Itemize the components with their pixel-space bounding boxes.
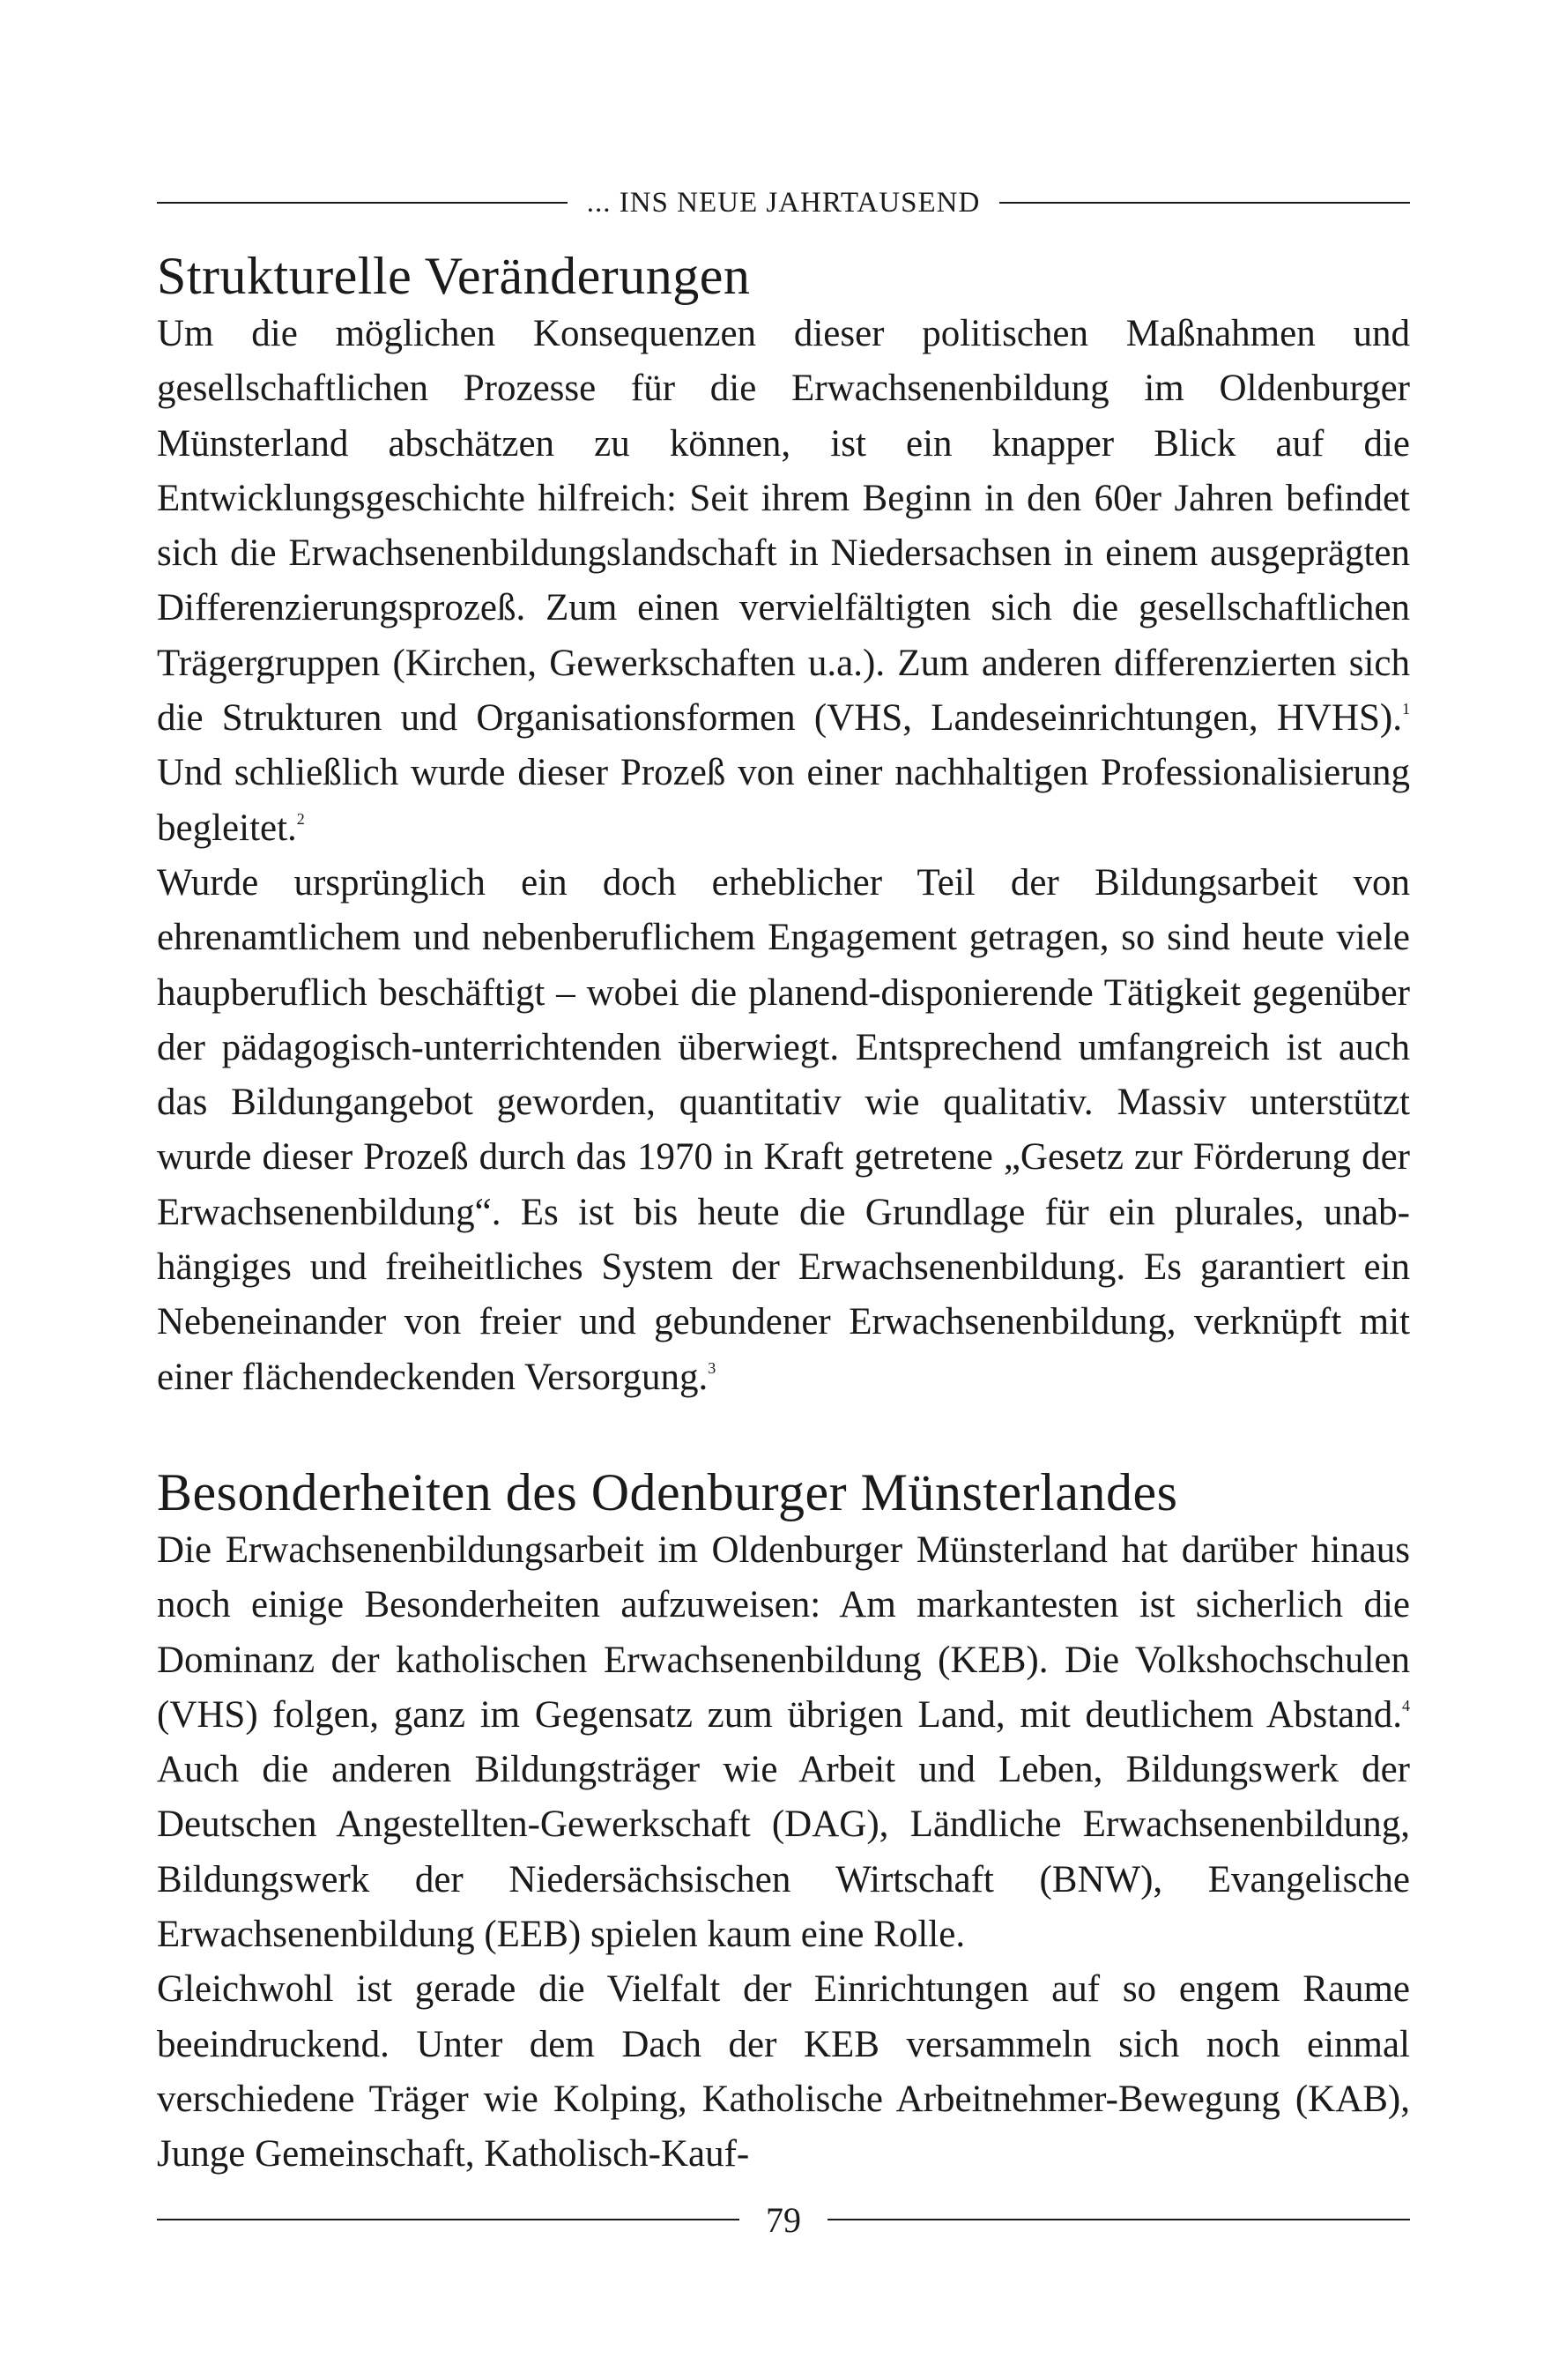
footer-rule-left xyxy=(157,2219,739,2220)
paragraph xyxy=(157,307,1410,856)
section-heading-besonderheiten: Besonderheiten des Odenburger Münsterlandes xyxy=(157,1462,1178,1521)
paragraph xyxy=(157,1962,1410,2182)
paragraph xyxy=(157,1523,1410,1962)
footer-rule-right xyxy=(827,2219,1410,2220)
running-header-title: ... INS NEUE JAHRTAUSEND xyxy=(586,186,981,219)
footnote-marker: 4 xyxy=(1402,1696,1410,1714)
paragraph-text: Die Erwachsenenbildungsarbeit im Oldenburger Münsterland hat darüber hinaus noch einige Besonderheiten aufzuweisen: Am markantesten ist sicherlich die Dominanz der katholischen Erwachsenenbildung (KEB). Die Volkshochschulen (VHS) folgen, ganz im Gegensatz zum übrigen Land, mit deutlichem Abstand. xyxy=(157,1528,1410,1736)
paragraph-text: Um die möglichen Konsequenzen dieser politischen Maßnahmen und gesellschaftlichen Prozesse für die Erwachsenenbildung im Oldenburger Münsterland abschätzen zu können, ist ein knapper Blick auf die Entwicklungsgeschichte hilfreich: Seit ihrem Beginn in den 60er Jahren befindet sich die Erwachsenenbildungslandschaft in Niedersachsen in einem ausgeprägten Differenzierungsprozeß. Zum einen vervielfältigten sich die gesellschaftlichen Trägergruppen (Kirchen, Gewerkschaften u.a.). Zum anderen differenzierten sich die Strukturen und Organisationsformen (VHS, Landeseinrichtungen, HVHS). xyxy=(157,313,1410,740)
footnote-marker: 3 xyxy=(708,1358,716,1377)
page-footer xyxy=(157,2195,1410,2244)
footnote-marker: 1 xyxy=(1402,700,1410,718)
paragraph xyxy=(157,856,1410,1405)
page-body xyxy=(157,245,1410,2183)
header-rule-left xyxy=(157,202,568,204)
paragraph-text: Und schließlich wurde dieser Prozeß von einer nachhaltigen Professionalisierung begleitet. xyxy=(157,752,1410,849)
section-heading-strukturelle-veraenderungen: Strukturelle Veränderungen xyxy=(157,247,751,305)
footnote-marker: 2 xyxy=(296,809,305,828)
paragraph-text: Gleichwohl ist gerade die Vielfalt der Einrichtungen auf so engem Raume beeindruckend. Unter dem Dach der KEB versammeln sich noch einmal verschiedene Träger wie Kolping, Katholische Arbeitnehmer-Bewegung (KAB), Junge Gemeinschaft, Katholisch-Kauf- xyxy=(157,1968,1410,2175)
running-header xyxy=(157,181,1410,225)
paragraph-text: Auch die anderen Bildungsträger wie Arbeit und Leben, Bildungswerk der Deutschen Angestellten-Gewerkschaft (DAG), Ländliche Erwachsenenbildung, Bildungswerk der Niedersächsischen Wirtschaft (BNW), Evangelische Erwachsenenbildung (EEB) spielen kaum eine Rolle. xyxy=(157,1749,1410,1956)
header-rule-right xyxy=(999,202,1410,204)
paragraph-text: Wurde ursprünglich ein doch erheblicher Teil der Bildungsarbeit von ehrenamtlichem und nebenberuflichem Engagement getragen, so sind heute viele haupberuflich beschäftigt – wobei die planend-disponierende Tätigkeit gegenüber der pädagogisch-unterrichtenden überwiegt. Entsprechend umfangreich ist auch das Bildungangebot geworden, quantitativ wie qualitativ. Massiv unterstützt wurde dieser Prozeß durch das 1970 in Kraft getretene „Gesetz zur Förderung der Erwachsenenbildung“. Es ist bis heute die Grundlage für ein plurales, unabhängiges und freiheitliches System der Erwachsenenbildung. Es garantiert ein Nebeneinander von freier und gebundener Erwachsenenbildung, verknüpft mit einer flächendeckenden Versorgung. xyxy=(157,861,1410,1398)
page-number: 79 xyxy=(766,2199,801,2240)
